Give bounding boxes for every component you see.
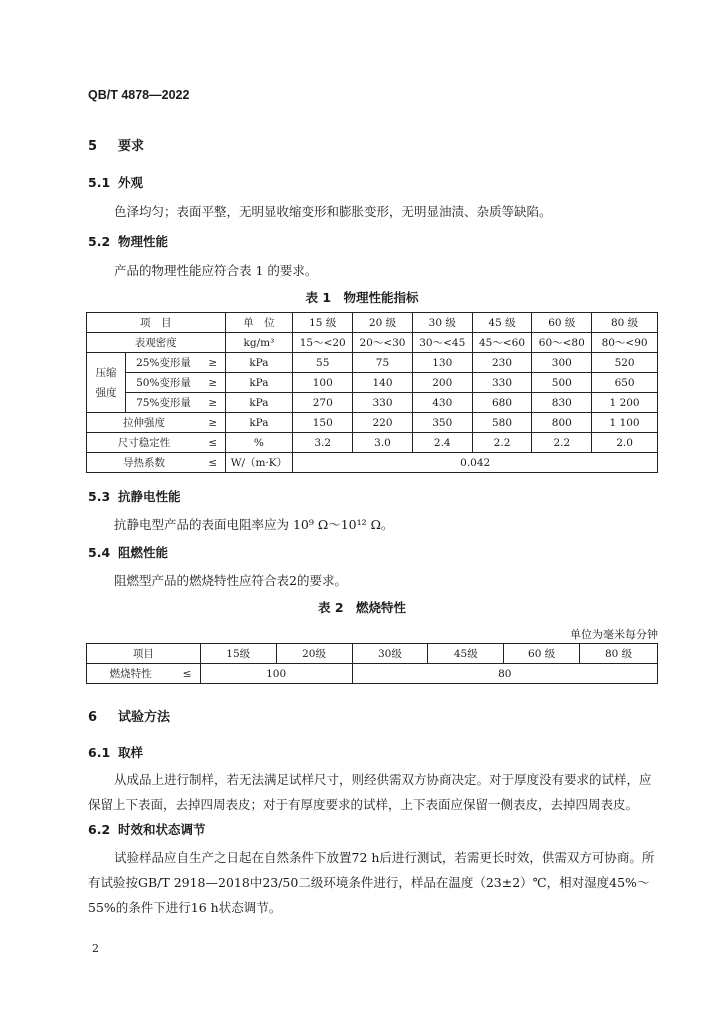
row-unit: % xyxy=(225,433,293,453)
section-number: 5 xyxy=(88,139,98,154)
section-title: 外观 xyxy=(118,175,144,190)
cell-merged: 80 xyxy=(352,664,658,684)
row-unit: kg/m³ xyxy=(225,333,293,353)
table-2-unit-note: 单位为毫米每分钟 xyxy=(570,628,658,641)
cell: 580 xyxy=(472,413,532,433)
cell: 330 xyxy=(472,373,532,393)
header-item: 项目 xyxy=(87,644,201,664)
header-grade: 30 级 xyxy=(412,313,472,333)
row-unit: kPa xyxy=(225,353,293,373)
cell: 30～<45 xyxy=(412,333,472,353)
header-grade: 15 级 xyxy=(293,313,353,333)
table-2-caption: 表 2 燃烧特性 xyxy=(317,600,407,615)
header-grade: 45级 xyxy=(428,644,504,664)
cell-merged: 100 xyxy=(200,664,352,684)
section-5-2-text: 产品的物理性能应符合表 1 的要求。 xyxy=(114,263,318,278)
header-grade: 45 级 xyxy=(472,313,532,333)
row-op: ≥ xyxy=(201,413,225,433)
section-6-2-heading xyxy=(88,820,206,838)
cell: 2.0 xyxy=(592,433,658,453)
table-row xyxy=(87,353,658,373)
section-5-2-heading xyxy=(88,232,168,250)
cell: 300 xyxy=(532,353,592,373)
section-5-4-heading xyxy=(88,543,168,561)
cell: 430 xyxy=(412,393,472,413)
header-grade: 15级 xyxy=(200,644,276,664)
section-number: 5.3 xyxy=(88,489,111,504)
table-header-row xyxy=(87,644,658,664)
cell: 45～<60 xyxy=(472,333,532,353)
row-label: 尺寸稳定性 xyxy=(87,433,202,453)
header-grade: 60 级 xyxy=(532,313,592,333)
table-1-caption: 表 1 物理性能指标 xyxy=(305,290,419,305)
header-grade: 20级 xyxy=(276,644,352,664)
section-number: 5.4 xyxy=(88,545,111,560)
cell: 15～<20 xyxy=(293,333,353,353)
row-unit: kPa xyxy=(225,413,293,433)
table-row xyxy=(87,453,658,473)
row-label: 25%变形量 xyxy=(125,353,201,373)
section-title: 试验方法 xyxy=(118,710,171,725)
row-op: ≤ xyxy=(201,453,225,473)
cell: 80～<90 xyxy=(592,333,658,353)
group-text: 压缩强度 xyxy=(95,366,117,399)
table-row xyxy=(87,393,658,413)
cell: 130 xyxy=(412,353,472,373)
section-title: 抗静电性能 xyxy=(118,489,181,504)
cell: 800 xyxy=(532,413,592,433)
page-number: 2 xyxy=(92,942,99,955)
cell: 100 xyxy=(293,373,353,393)
table-row xyxy=(87,413,658,433)
cell: 2.2 xyxy=(472,433,532,453)
row-label: 75%变形量 xyxy=(125,393,201,413)
header-grade: 60 级 xyxy=(504,644,580,664)
row-label: 燃烧特性 xyxy=(87,664,175,684)
cell: 220 xyxy=(353,413,413,433)
section-number: 5.1 xyxy=(88,175,111,190)
section-5-1-heading xyxy=(88,173,143,191)
standard-number: QB/T 4878—2022 xyxy=(88,88,190,102)
section-number: 6 xyxy=(88,710,98,725)
section-title: 要求 xyxy=(118,139,145,154)
cell: 2.4 xyxy=(412,433,472,453)
cell: 330 xyxy=(353,393,413,413)
cell: 150 xyxy=(293,413,353,433)
row-unit: kPa xyxy=(225,373,293,393)
section-6-2-text: 试验样品应自生产之日起在自然条件下放置72 h后进行测试，若需更长时效，供需双方可协商。所有试验按GB/T 2918—2018中23/50二级环境条件进行，样品在温度（23±2）℃，相对湿度45%～55%的条件下进行16 h状态调节。 xyxy=(88,850,655,915)
table-row xyxy=(87,664,658,684)
cell: 20～<30 xyxy=(353,333,413,353)
section-number: 6.2 xyxy=(88,822,111,837)
row-op: ≤ xyxy=(174,664,200,684)
header-grade: 80 级 xyxy=(580,644,658,664)
table-row xyxy=(87,433,658,453)
cell: 350 xyxy=(412,413,472,433)
cell: 60～<80 xyxy=(532,333,592,353)
cell: 650 xyxy=(592,373,658,393)
section-title: 物理性能 xyxy=(118,234,169,249)
cell: 55 xyxy=(293,353,353,373)
row-label: 拉伸强度 xyxy=(87,413,202,433)
table-header-row xyxy=(87,313,658,333)
compress-group-label xyxy=(87,353,126,413)
cell: 140 xyxy=(353,373,413,393)
section-6-1-heading xyxy=(88,743,143,761)
row-label: 50%变形量 xyxy=(125,373,201,393)
section-number: 5.2 xyxy=(88,234,111,249)
section-title: 时效和状态调节 xyxy=(118,822,206,837)
section-6-heading xyxy=(88,706,170,725)
header-grade: 30级 xyxy=(352,644,428,664)
table-1 xyxy=(86,312,658,473)
table-row xyxy=(87,373,658,393)
section-5-3-text: 抗静电型产品的表面电阻率应为 10⁹ Ω～10¹² Ω。 xyxy=(114,517,394,532)
header-unit: 单 位 xyxy=(225,313,293,333)
cell: 830 xyxy=(532,393,592,413)
section-number: 6.1 xyxy=(88,745,111,760)
cell: 500 xyxy=(532,373,592,393)
cell: 1 200 xyxy=(592,393,658,413)
row-unit: W/（m·K） xyxy=(225,453,293,473)
cell: 1 100 xyxy=(592,413,658,433)
section-5-heading xyxy=(88,135,144,154)
cell: 75 xyxy=(353,353,413,373)
cell: 200 xyxy=(412,373,472,393)
section-title: 阻燃性能 xyxy=(118,545,169,560)
cell: 230 xyxy=(472,353,532,373)
row-op: ≥ xyxy=(201,353,225,373)
section-title: 取样 xyxy=(118,745,144,760)
cell: 520 xyxy=(592,353,658,373)
table-row xyxy=(87,333,658,353)
row-op: ≥ xyxy=(201,393,225,413)
header-grade: 80 级 xyxy=(592,313,658,333)
row-op: ≥ xyxy=(201,373,225,393)
cell: 3.0 xyxy=(353,433,413,453)
table-2 xyxy=(86,643,658,684)
section-5-4-text: 阻燃型产品的燃烧特性应符合表2的要求。 xyxy=(114,573,347,588)
row-label: 表观密度 xyxy=(87,333,226,353)
row-label: 导热系数 xyxy=(87,453,202,473)
cell-merged: 0.042 xyxy=(293,453,658,473)
section-6-1-text: 从成品上进行制样，若无法满足试样尺寸，则经供需双方协商决定。对于厚度没有要求的试样，应保留上下表面，去掉四周表皮；对于有厚度要求的试样，上下表面应保留一侧表皮，去掉四周表皮。 xyxy=(88,772,652,812)
section-5-1-text: 色泽均匀；表面平整，无明显收缩变形和膨胀变形，无明显油渍、杂质等缺陷。 xyxy=(114,204,552,219)
cell: 2.2 xyxy=(532,433,592,453)
row-op: ≤ xyxy=(201,433,225,453)
row-unit: kPa xyxy=(225,393,293,413)
header-grade: 20 级 xyxy=(353,313,413,333)
header-item: 项 目 xyxy=(87,313,226,333)
section-5-3-heading xyxy=(88,487,181,505)
cell: 270 xyxy=(293,393,353,413)
cell: 680 xyxy=(472,393,532,413)
cell: 3.2 xyxy=(293,433,353,453)
